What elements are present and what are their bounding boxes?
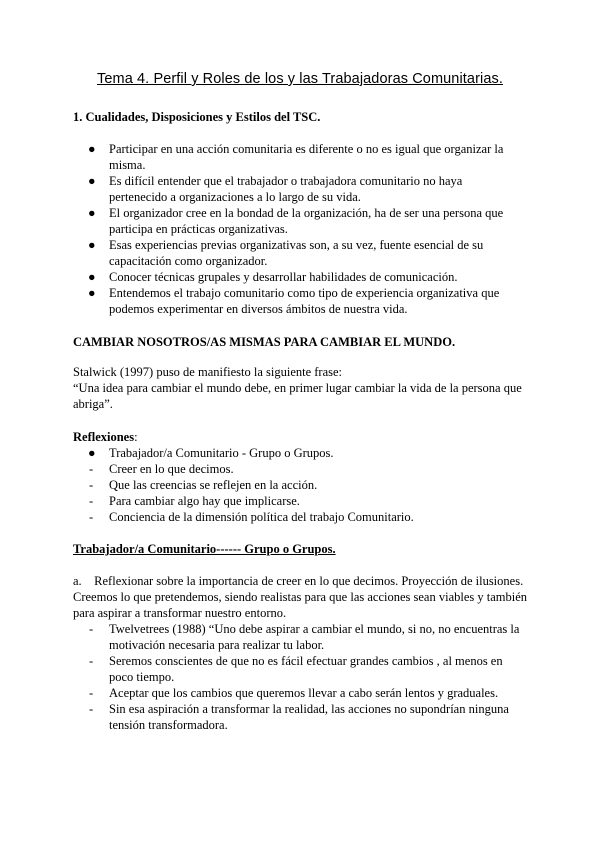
document-title: Tema 4. Perfil y Roles de los y las Trabajadoras Comunitarias. <box>97 71 503 87</box>
reflexiones-dash-list <box>73 461 525 525</box>
list-item: - Que las creencias se reflejen en la acción. <box>89 478 318 492</box>
dash-icon: - <box>89 622 94 636</box>
bullet-icon: ● <box>88 270 96 284</box>
bullet-icon: ● <box>88 206 96 220</box>
list-item: - Creer en lo que decimos. <box>89 462 234 476</box>
bullet-icon: ● <box>88 238 96 252</box>
list-item: ● Entendemos el trabajo comunitario como tipo de experiencia organizativa que podemos experimentar en diversos ámbitos de nuestra vida. <box>88 286 500 316</box>
section-heading-cambiar: CAMBIAR NOSOTROS/AS MISMAS PARA CAMBIAR EL MUNDO. <box>73 335 456 349</box>
bullet-icon: ● <box>88 286 96 300</box>
bullet-icon: ● <box>88 142 96 156</box>
dash-icon: - <box>89 478 94 492</box>
reflexiones-label: Reflexiones <box>73 430 135 444</box>
list-item: ● Participar en una acción comunitaria es diferente o no es igual que organizar la misma. <box>88 142 504 172</box>
list-item: - Para cambiar algo hay que implicarse. <box>89 494 300 508</box>
dash-icon: - <box>89 510 94 524</box>
bullet-icon: ● <box>88 174 96 188</box>
list-item: ● El organizador cree en la bondad de la organización, ha de ser una persona que participa en prácticas organizativas. <box>88 206 504 236</box>
stalwick-line: Stalwick (1997) puso de manifiesto la siguiente frase: <box>73 365 343 379</box>
stalwick-quote: “Una idea para cambiar el mundo debe, en primer lugar cambiar la vida de la persona que abriga”. <box>73 381 522 411</box>
dash-icon: - <box>89 702 94 716</box>
list-item: ● Conocer técnicas grupales y desarrollar habilidades de comunicación. <box>88 270 458 284</box>
section-heading-cualidades: 1. Cualidades, Disposiciones y Estilos del TSC. <box>73 110 321 124</box>
dash-icon: - <box>89 462 94 476</box>
dash-icon: - <box>89 686 94 700</box>
reflexiones-bullet-list <box>73 445 523 461</box>
list-item: - Sin esa aspiración a transformar la realidad, las acciones no supondrían ninguna tensión transformadora. <box>89 702 509 732</box>
list-item: - Conciencia de la dimensión política del trabajo Comunitario. <box>89 510 414 524</box>
list-item: - Seremos conscientes de que no es fácil efectuar grandes cambios , al menos en poco tiempo. <box>89 654 503 684</box>
section-heading-trabajador: Trabajador/a Comunitario------ Grupo o Grupos. <box>73 542 336 556</box>
bullet-icon: ● <box>88 446 96 460</box>
list-item: ● Trabajador/a Comunitario - Grupo o Grupos. <box>88 446 334 460</box>
list-item: ● Esas experiencias previas organizativas son, a su vez, fuente esencial de su capacitación como organizador. <box>88 238 484 268</box>
reflexiones-heading: Reflexiones: <box>73 430 138 444</box>
list-item: - Aceptar que los cambios que queremos llevar a cabo serán lentos y graduales. <box>89 686 499 700</box>
cualidades-list <box>73 141 523 317</box>
list-item: ● Es difícil entender que el trabajador o trabajadora comunitario no haya pertenecido a organizaciones a lo largo de su vida. <box>88 174 463 204</box>
reflexionar-paragraph: a. Reflexionar sobre la importancia de creer en lo que decimos. Proyección de ilusiones. Creemos lo que pretendemos, siendo realistas para que las acciones sean viables y también para aspirar a transformar nuestro entorno. <box>73 574 531 620</box>
dash-icon: - <box>89 654 94 668</box>
trabajador-dash-list <box>73 621 525 733</box>
list-item: - Twelvetrees (1988) “Uno debe aspirar a cambiar el mundo, si no, no encuentras la motivación necesaria para realizar tu labor. <box>89 622 520 652</box>
dash-icon: - <box>89 494 94 508</box>
